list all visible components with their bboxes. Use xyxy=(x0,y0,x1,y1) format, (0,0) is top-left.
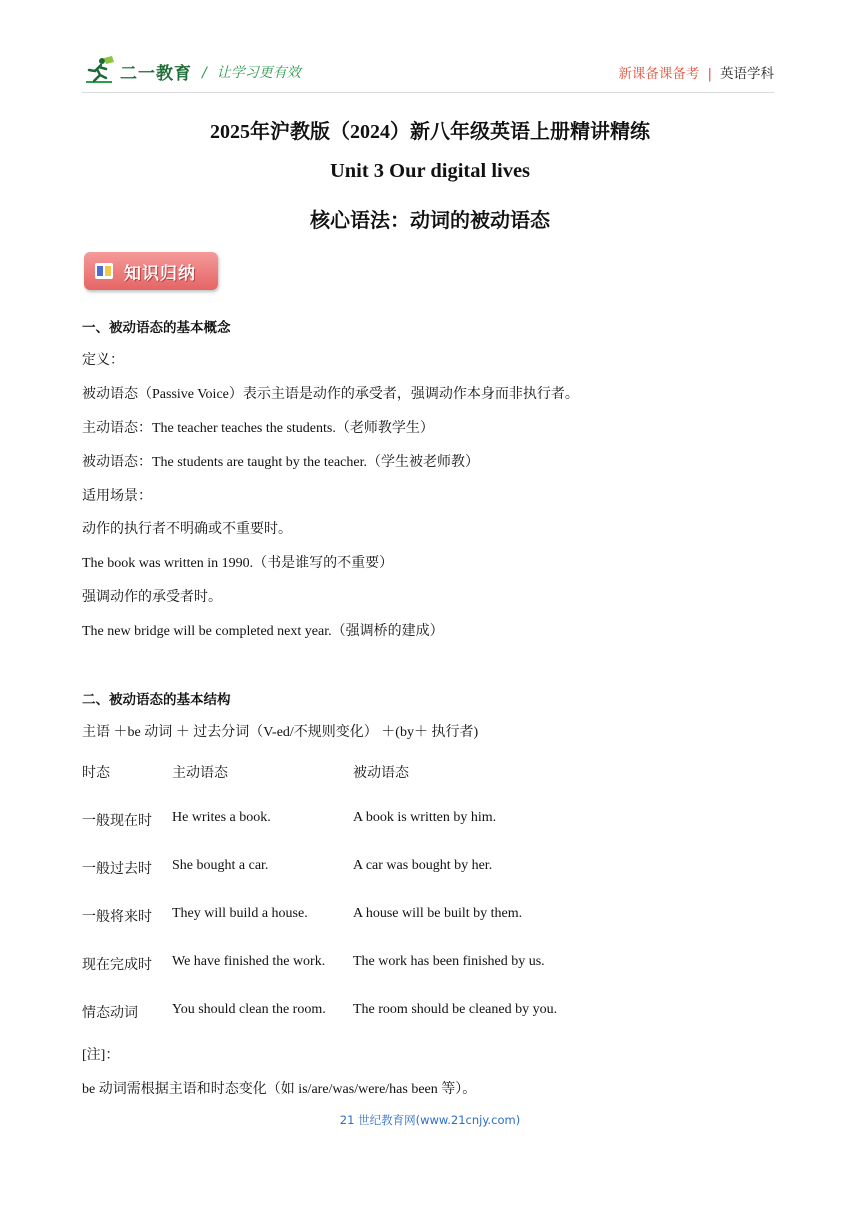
cell-active: We have finished the work. xyxy=(172,954,326,969)
section1-heading: 一、被动语态的基本概念 xyxy=(82,320,231,336)
topic-title: 核心语法：动词的被动语态 xyxy=(310,208,550,232)
s1-line-2: 被动语态（Passive Voice）表示主语是动作的承受者，强调动作本身而非执行者。 xyxy=(82,387,579,402)
slogan-slash: / xyxy=(202,65,207,81)
cell-active: They will build a house. xyxy=(172,906,308,921)
section2-heading: 二、被动语态的基本结构 xyxy=(82,692,231,708)
note-label: [注]： xyxy=(82,1048,120,1063)
s1-line-9: The new bridge will be completed next year.（强调桥的建成） xyxy=(82,624,444,639)
s1-line-6: 动作的执行者不明确或不重要时。 xyxy=(82,522,292,537)
header-separator: | xyxy=(707,66,712,82)
cell-passive: A car was bought by her. xyxy=(353,858,493,873)
footer-link[interactable]: 21 世纪教育网(www.21cnjy.com) xyxy=(339,1113,521,1127)
s1-line-8: 强调动作的承受者时。 xyxy=(82,590,222,605)
cell-active: She bought a car. xyxy=(172,858,269,873)
s1-line-1: 定义： xyxy=(82,353,124,368)
s1-line-4: 被动语态：The students are taught by the teacher.（学生被老师教） xyxy=(82,455,479,470)
header-subject: 英语学科 xyxy=(720,66,774,82)
header-divider xyxy=(82,92,774,93)
main-title: 2025年沪教版（2024）新八年级英语上册精讲精练 xyxy=(210,121,650,143)
slogan xyxy=(202,62,301,82)
unit-title: Unit 3 Our digital lives xyxy=(329,160,531,182)
header-right xyxy=(618,62,774,82)
s1-line-7: The book was written in 1990.（书是谁写的不重要） xyxy=(82,556,394,571)
cell-tense: 一般现在时 xyxy=(82,814,152,829)
cell-passive: A book is written by him. xyxy=(353,810,497,825)
cell-passive: The room should be cleaned by you. xyxy=(353,1002,558,1017)
cell-tense: 一般将来时 xyxy=(82,910,152,925)
knowledge-badge xyxy=(84,252,218,290)
th-tense: 时态 xyxy=(82,766,110,781)
s1-line-3: 主动语态：The teacher teaches the students.（老师教学生） xyxy=(82,421,434,436)
cell-passive: The work has been finished by us. xyxy=(353,954,545,969)
book-icon xyxy=(92,259,116,283)
logo xyxy=(82,56,192,86)
cell-tense: 情态动词 xyxy=(82,1006,138,1021)
page-header xyxy=(82,56,774,90)
cell-tense: 一般过去时 xyxy=(82,862,152,877)
th-passive: 被动语态 xyxy=(353,766,409,781)
runner-logo-icon xyxy=(82,56,116,86)
header-course-label: 新课备课备考 xyxy=(618,66,700,82)
cell-tense: 现在完成时 xyxy=(82,958,152,973)
cell-active: He writes a book. xyxy=(172,810,271,825)
cell-passive: A house will be built by them. xyxy=(353,906,523,921)
th-active: 主动语态 xyxy=(172,766,228,781)
structure-formula: 主语 ＋be 动词 ＋ 过去分词（V-ed/不规则变化） ＋(by＋ 执行者) xyxy=(82,725,479,740)
slogan-text: 让学习更有效 xyxy=(216,65,301,81)
cell-active: You should clean the room. xyxy=(172,1002,326,1017)
note-text: be 动词需根据主语和时态变化（如 is/are/was/were/has been 等）。 xyxy=(82,1082,477,1097)
badge-label: 知识归纳 xyxy=(124,263,196,284)
logo-text: 二一教育 xyxy=(120,63,192,84)
s1-line-5: 适用场景： xyxy=(82,489,152,504)
